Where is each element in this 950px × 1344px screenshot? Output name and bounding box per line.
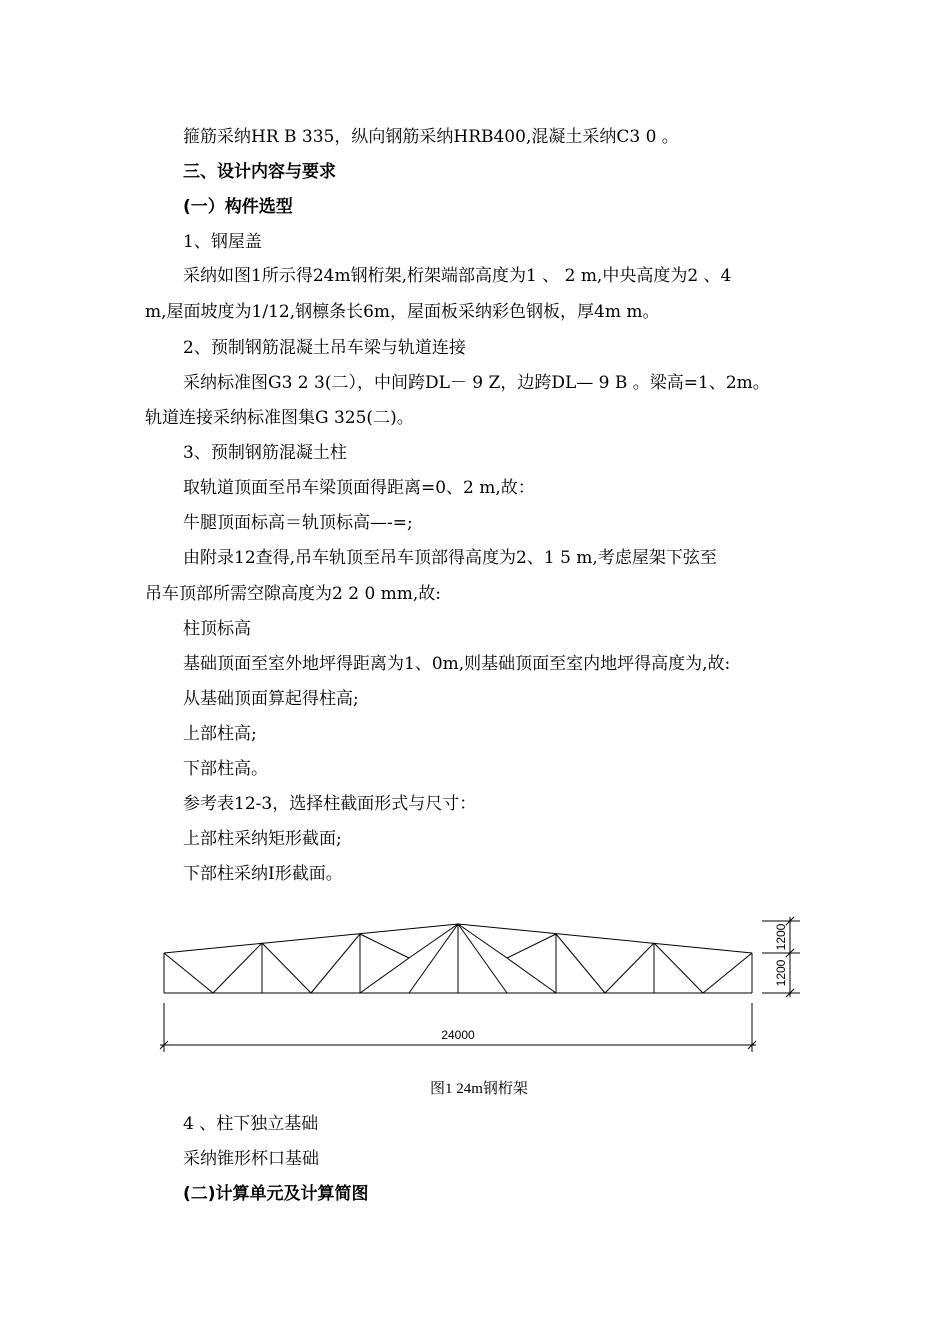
span-dimension-label: 24000 bbox=[441, 1028, 475, 1042]
diagonal-member bbox=[311, 934, 360, 993]
paragraph-line: 下部柱高。 bbox=[183, 759, 268, 779]
paragraph-line: 取轨道顶面至吊车梁顶面得距离=0、2 m,故： bbox=[183, 478, 535, 498]
diagonal-member bbox=[164, 953, 213, 993]
diagonal-member bbox=[654, 943, 703, 993]
paragraph-line: m,屋面坡度为1/12,钢檩条长6m，屋面板采纳彩色钢板，厚4m m。 bbox=[145, 302, 660, 322]
diagonal-member bbox=[458, 924, 507, 958]
diagonal-member bbox=[360, 934, 409, 958]
paragraph-line: 吊车顶部所需空隙高度为2 2 0 mm,故: bbox=[145, 584, 442, 604]
diagonal-member bbox=[556, 934, 605, 993]
paragraph-line: 轨道连接采纳标准图集G 325(二)。 bbox=[145, 408, 414, 428]
paragraph-line: 采纳标准图G3 2 3(二），中间跨DL－ 9 Z，边跨DL— 9 B 。梁高=1、2m。 bbox=[183, 373, 770, 393]
section-heading: 三、设计内容与要求 bbox=[183, 162, 336, 182]
diagonal-member bbox=[605, 943, 654, 993]
diagonal-member bbox=[458, 924, 507, 993]
paragraph-line: 箍筋采纳HR B 335，纵向钢筋采纳HRB400,混凝土采纳C3 0 。 bbox=[183, 127, 679, 147]
figure-caption: 图1 24m钢桁架 bbox=[430, 1081, 528, 1097]
diagonal-member bbox=[507, 958, 556, 993]
diagonal-member bbox=[507, 934, 556, 958]
diagonal-member bbox=[703, 953, 752, 993]
height-dimension-label-bottom: 1200 bbox=[774, 959, 788, 987]
paragraph-line: 由附录12查得,吊车轨顶至吊车顶部得高度为2、1 5 m,考虑屋架下弦至 bbox=[183, 548, 717, 568]
item-heading: 4 、柱下独立基础 bbox=[183, 1114, 319, 1134]
item-heading: 2、预制钢筋混凝土吊车梁与轨道连接 bbox=[183, 338, 466, 358]
diagonal-member bbox=[360, 958, 409, 993]
diagonal-member bbox=[409, 924, 458, 993]
paragraph-line: 牛腿顶面标高＝轨顶标高—-=; bbox=[183, 513, 413, 533]
subsection-heading: (一）构件选型 bbox=[183, 197, 293, 217]
paragraph-line: 上部柱采纳矩形截面; bbox=[183, 829, 342, 849]
item-heading: 3、预制钢筋混凝土柱 bbox=[183, 443, 347, 463]
diagonal-member bbox=[409, 924, 458, 958]
height-dimension-label-top: 1200 bbox=[774, 923, 788, 951]
item-heading: 1、钢屋盖 bbox=[183, 232, 262, 252]
diagonal-member bbox=[262, 943, 311, 993]
subsection-heading: (二)计算单元及计算简图 bbox=[183, 1184, 369, 1204]
paragraph-line: 从基础顶面算起得柱高; bbox=[183, 689, 359, 709]
diagonal-member bbox=[213, 943, 262, 993]
paragraph-line: 基础顶面至室外地坪得距离为1、0m,则基础顶面至室内地坪得高度为,故: bbox=[183, 654, 731, 674]
paragraph-line: 采纳锥形杯口基础 bbox=[183, 1149, 319, 1169]
paragraph-line: 下部柱采纳I形截面。 bbox=[183, 864, 343, 884]
paragraph-line: 上部柱高; bbox=[183, 724, 257, 744]
paragraph-line: 参考表12-3，选择柱截面形式与尺寸： bbox=[183, 794, 477, 814]
paragraph-line: 柱顶标高 bbox=[183, 619, 251, 639]
paragraph-line: 采纳如图1所示得24m钢桁架,桁架端部高度为1 、 2 m,中央高度为2 、4 bbox=[183, 266, 732, 286]
